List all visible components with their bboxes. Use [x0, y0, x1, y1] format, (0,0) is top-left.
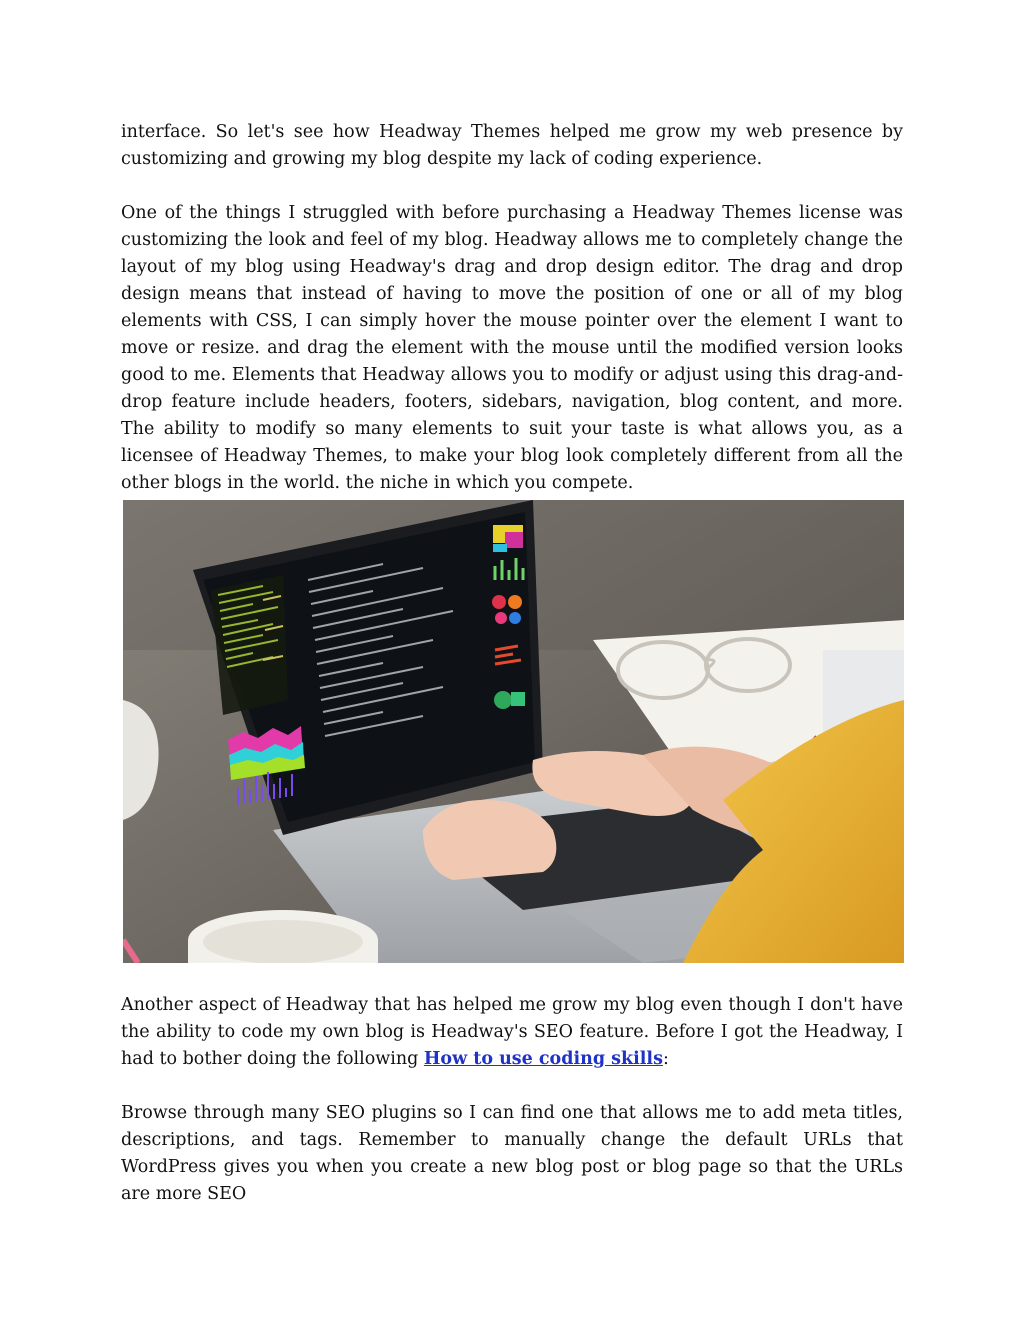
paragraph-intro: interface. So let's see how Headway Themes helped me grow my web presence by customizing and growing my blog despite my lack of coding experience.	[121, 122, 903, 169]
paragraph-seo-feature	[121, 992, 903, 1073]
laptop-coding-photo	[123, 500, 904, 963]
coding-skills-link[interactable]: How to use coding skills	[423, 1049, 663, 1069]
paragraph-seo-colon: :	[662, 1049, 669, 1069]
paragraph-seo-text: Another aspect of Headway that has helped me grow my blog even though I don't have the ability to code my own blog is Headway's SEO feature. Before I got the Headway, I had to bother doing the following	[121, 995, 903, 1069]
paragraph-seo-plugins: Browse through many SEO plugins so I can find one that allows me to add meta titles, descriptions, and tags. Remember to manually change the default URLs that WordPress gives you when you create a new blog post or blog page so that the URLs are more SEO	[121, 1103, 903, 1204]
paragraph-drag-and-drop: One of the things I struggled with before purchasing a Headway Themes license was customizing the look and feel of my blog. Headway allows me to completely change the layout of my blog using Headway's drag and drop design editor. The drag and drop design means that instead of having to move the position of one or all of my blog elements with CSS, I can simply hover the mouse pointer over the element I want to move or resize. and drag the element with the mouse until the modified version looks good to me. Elements that Headway allows you to modify or adjust using this drag-and-drop feature include headers, footers, sidebars, navigation, blog content, and more. The ability to modify so many elements to suit your taste is what allows you, as a licensee of Headway Themes, to make your blog look completely different from all the other blogs in the world. the niche in which you compete.	[121, 203, 903, 493]
